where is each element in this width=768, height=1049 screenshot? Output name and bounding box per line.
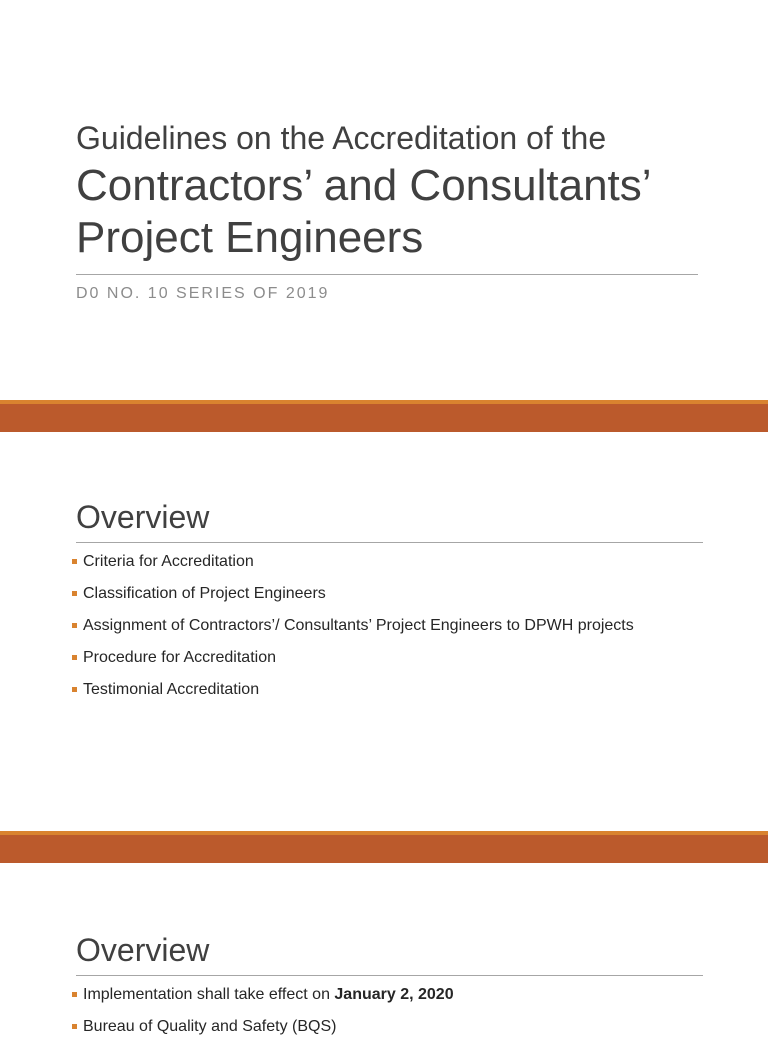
bullet-square-icon <box>72 1024 77 1029</box>
divider-accent-line <box>0 831 768 835</box>
list-item-text: Bureau of Quality and Safety (BQS) <box>83 1018 337 1035</box>
slide-divider <box>0 831 768 863</box>
bullet-square-icon <box>72 591 77 596</box>
list-item-text: Classification of Project Engineers <box>83 585 326 602</box>
slide-divider <box>0 400 768 432</box>
list-item-text: Procedure for Accreditation <box>83 649 276 666</box>
bullet-square-icon <box>72 559 77 564</box>
bullet-square-icon <box>72 655 77 660</box>
overview-heading-2: Overview <box>76 932 210 968</box>
overview-list-2 <box>70 985 454 1049</box>
list-item <box>70 680 634 700</box>
title-line-2: Contractors’ and Consultants’ Project Engineers <box>76 161 650 262</box>
list-item <box>70 648 634 668</box>
list-item-text: Criteria for Accreditation <box>83 553 254 570</box>
list-item-text: Testimonial Accreditation <box>83 681 260 698</box>
list-item <box>70 616 634 636</box>
list-item-text: Assignment of Contractors’/ Consultants’ Project Engineers to DPWH projects <box>83 617 634 634</box>
title-rule <box>76 274 698 275</box>
subtitle: D0 NO. 10 SERIES OF 2019 <box>76 285 330 302</box>
overview-rule-2 <box>76 975 703 976</box>
effective-date: January 2, 2020 <box>334 986 454 1003</box>
bullet-square-icon <box>72 687 77 692</box>
overview-rule <box>76 542 703 543</box>
list-item <box>70 1017 454 1037</box>
overview-heading: Overview <box>76 499 210 535</box>
title-slide <box>0 0 768 400</box>
list-item <box>70 584 634 604</box>
bullet-square-icon <box>72 623 77 628</box>
bullet-square-icon <box>72 992 77 997</box>
divider-accent-line <box>0 400 768 404</box>
list-item <box>70 985 454 1005</box>
title-line-1: Guidelines on the Accreditation of the <box>76 120 607 156</box>
overview-list <box>70 552 634 712</box>
list-item <box>70 552 634 572</box>
list-item-text: Implementation shall take effect on <box>83 986 335 1003</box>
